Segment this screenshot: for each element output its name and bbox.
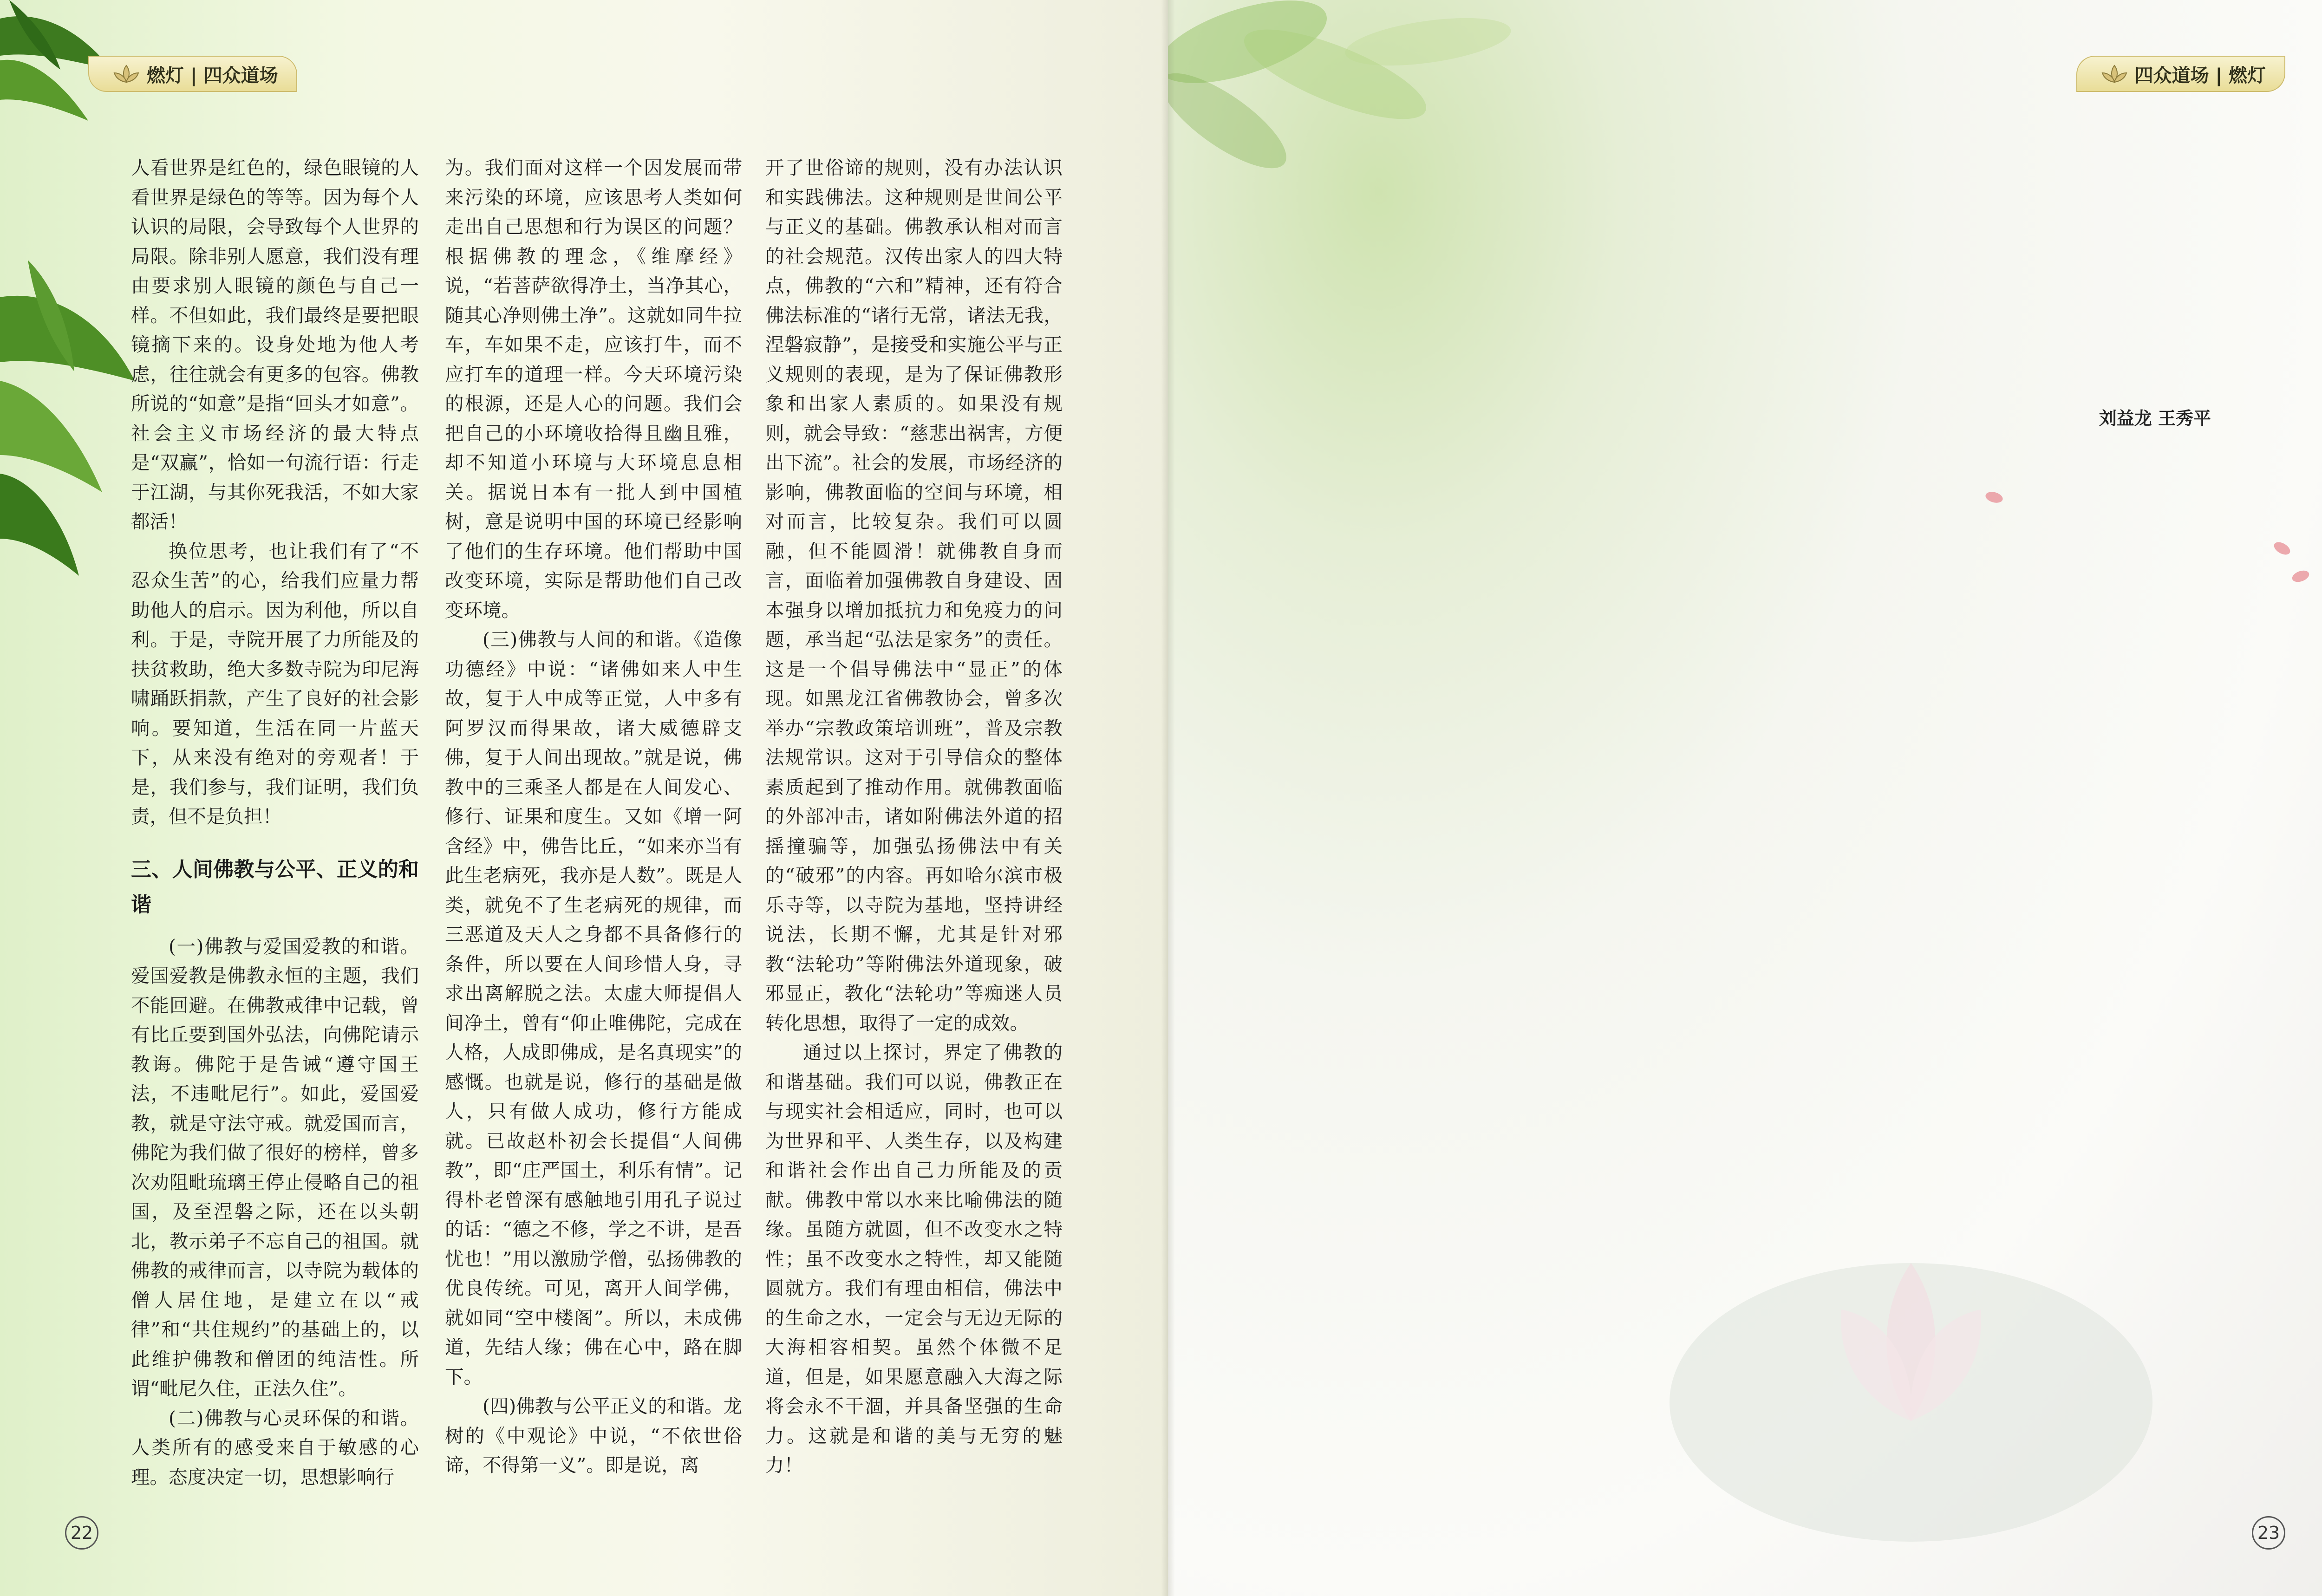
- paragraph: 换位思考，也让我们有了“不忍众生苦”的心，给我们应量力帮助他人的启示。因为利他，所以自利。于是，寺院开展了力所能及的扶贫救助，绝大多数寺院为印尼海啸踊跃捐款，产生了良好的社会影响。要知道，生活在同一片蓝天下，从来没有绝对的旁观者！于是，我们参与，我们证明，我们负责，但不是负担！: [131, 540, 419, 827]
- page-spine: [1161, 0, 1175, 1596]
- left-column-1: [131, 153, 419, 1492]
- section-header: [88, 56, 297, 92]
- leaves-decoration-icon: [1168, 0, 1586, 241]
- petal-icon: [2272, 540, 2292, 557]
- paragraph: (二)佛教与心灵环保的和谐。人类所有的感受来自于敏感的心理。态度决定一切，思想影响行: [131, 1407, 419, 1488]
- paragraph: 人看世界是红色的，绿色眼镜的人看世界是绿色的等等。因为每个人认识的局限，会导致每个人世界的局限。除非别人愿意，我们没有理由要求别人眼镜的颜色与自己一样。不但如此，我们最终是要把眼镜摘下来的。设身处地为他人考虑，往往就会有更多的包容。佛教所说的“如意”是指“回头才如意”。社会主义市场经济的最大特点是“双赢”，恰如一句流行语：行走于江湖，与其你死我活，不如大家都活！: [131, 156, 419, 533]
- right-page: [1168, 0, 2322, 1596]
- lotus-flower-decoration-icon: [1656, 1161, 2166, 1596]
- section-header-text: 四众道场 | 燃灯: [2134, 65, 2266, 86]
- lotus-icon: [112, 64, 140, 84]
- page-number-left: 22: [65, 1516, 98, 1550]
- paragraph: 为。我们面对这样一个因发展而带来污染的环境，应该思考人类如何走出自己思想和行为误区的问题？根据佛教的理念，《维摩经》说，“若菩萨欲得净土，当净其心，随其心净则佛土净”。这就如同牛拉车，车如果不走，应该打牛，而不应打车的道理一样。今天环境污染的根源，还是人心的问题。我们会把自己的小环境收拾得且幽且雅，却不知道小环境与大环境息息相关。据说日本有一批人到中国植树，意是说明中国的环境已经影响了他们的生存环境。他们帮助中国改变环境，实际是帮助他们自己改变环境。: [445, 156, 742, 621]
- paragraph: (四)佛教与公平正义的和谐。龙树的《中观论》中说，“不依世俗谛，不得第一义”。即是说，离: [445, 1395, 742, 1476]
- left-column-3: [765, 153, 1063, 1480]
- section-heading: 三、人间佛教与公平、正义的和谐: [131, 857, 419, 917]
- section-header-text: 燃灯 | 四众道场: [147, 65, 278, 86]
- left-column-2: [445, 153, 742, 1480]
- bamboo-leaves-side-icon: [0, 260, 139, 632]
- petal-icon: [2290, 568, 2310, 584]
- paragraph: 开了世俗谛的规则，没有办法认识和实践佛法。这种规则是世间公平与正义的基础。佛教承认相对而言的社会规范。汉传出家人的四大特点，佛教的“六和”精神，还有符合佛法标准的“诸行无常，诸法无我，涅磐寂静”，是接受和实施公平与正义规则的表现，是为了保证佛教形象和出家人素质的。如果没有规则，就会导致：“慈悲出祸害，方便出下流”。社会的发展，市场经济的影响，佛教面临的空间与环境，相对而言，比较复杂。我们可以圆融，但不能圆滑！就佛教自身而言，面临着加强佛教自身建设、固本强身以增加抵抗力和免疫力的问题，承当起“弘法是家务”的责任。这是一个倡导佛法中“显正”的体现。如黑龙江省佛教协会，曾多次举办“宗教政策培训班”，普及宗教法规常识。这对于引导信众的整体素质起到了推动作用。就佛教面临的外部冲击，诸如附佛法外道的招摇撞骗等，加强弘扬佛法中有关的“破邪”的内容。再如哈尔滨市极乐寺等，以寺院为基地，坚持讲经说法，长期不懈，尤其是针对邪教“法轮功”等附佛法外道现象，破邪显正，教化“法轮功”等痴迷人员转化思想，取得了一定的成效。: [765, 156, 1063, 1034]
- article-authors: 刘益龙 王秀平: [2099, 408, 2211, 429]
- page-number-right: 23: [2252, 1516, 2285, 1550]
- paragraph: 通过以上探讨，界定了佛教的和谐基础。我们可以说，佛教正在与现实社会相适应，同时，也可以为世界和平、人类生存，以及构建和谐社会作出自己力所能及的贡献。佛教中常以水来比喻佛法的随缘。虽随方就圆，但不改变水之特性；虽不改变水之特性，却又能随圆就方。我们有理由相信，佛法中的生命之水，一定会与无边无际的大海相容相契。虽然个体微不足道，但是，如果愿意融入大海之际将会永不干涸，并具备坚强的生命力。这就是和谐的美与无穷的魅力！: [765, 1041, 1063, 1476]
- section-header: [2076, 56, 2285, 92]
- paragraph: (一)佛教与爱国爱教的和谐。爱国爱教是佛教永恒的主题，我们不能回避。在佛教戒律中记载，曾有比丘要到国外弘法，向佛陀请示教诲。佛陀于是告诫“遵守国王法，不违毗尼行”。如此，爱国爱教，就是守法守戒。就爱国而言，佛陀为我们做了很好的榜样，曾多次劝阻毗琉璃王停止侵略自己的祖国，及至涅磐之际，还在以头朝北，教示弟子不忘自己的祖国。就佛教的戒律而言，以寺院为载体的僧人居住地，是建立在以“戒律”和“共住规约”的基础上的，以此维护佛教和僧团的纯洁性。所谓“毗尼久住，正法久住”。: [131, 935, 419, 1400]
- paragraph: (三)佛教与人间的和谐。《造像功德经》中说：“诸佛如来人中生故，复于人中成等正觉，人中多有阿罗汉而得果故，诸大威德辟支佛，复于人间出现故。”就是说，佛教中的三乘圣人都是在人间发心、修行、证果和度生。又如《增一阿含经》中，佛告比丘，“如来亦当有此生老病死，我亦是人数”。既是人类，就免不了生老病死的规律，而三恶道及天人之身都不具备修行的条件，所以要在人间珍惜人身，寻求出离解脱之法。太虚大师提倡人间净土，曾有“仰止唯佛陀，完成在人格，人成即佛成，是名真现实”的感慨。也就是说，修行的基础是做人，只有做人成功，修行方能成就。已故赵朴初会长提倡“人间佛教”，即“庄严国土，利乐有情”。记得朴老曾深有感触地引用孔子说过的话：“德之不修，学之不讲，是吾忧也！”用以激励学僧，弘扬佛教的优良传统。可见，离开人间学佛，就如同“空中楼阁”。所以，未成佛道，先结人缘；佛在心中，路在脚下。: [445, 628, 742, 1388]
- petal-icon: [1984, 490, 2004, 504]
- lotus-icon: [2100, 64, 2128, 84]
